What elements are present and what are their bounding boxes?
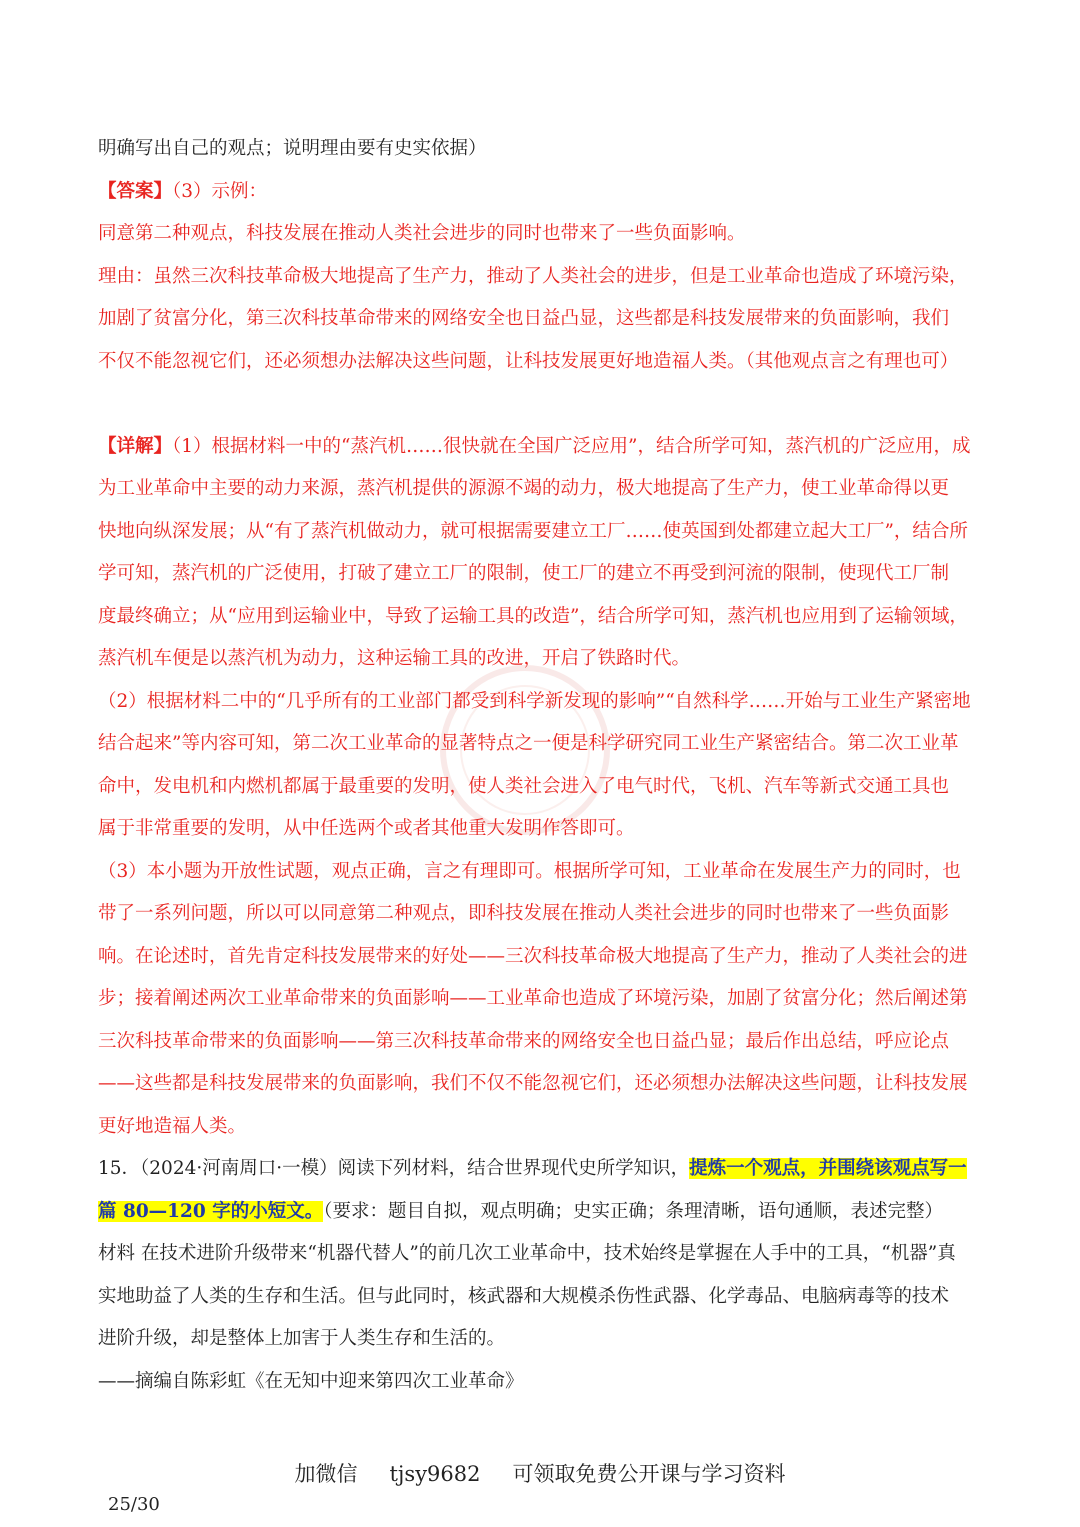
explanation-part3-line-6: ——这些都是科技发展带来的负面影响，我们不仅不能忽视它们，还必须想办法解决这些问题，让科技发展 [98,1073,968,1094]
material-line-2: 实地助益了人类的生存和生活。但与此同时，核武器和大规模杀伤性武器、化学毒品、电脑病毒等的技术 [98,1285,950,1307]
explanation-part2-line-3: 命中，发电机和内燃机都属于最重要的发明，使人类社会进入了电气时代，飞机、汽车等新式交通工具也 [98,775,950,797]
answer-reason-line-3: 不仅不能忽视它们，还必须想办法解决这些问题，让科技发展更好地造福人类。（其他观点言之有理也可） [98,350,959,372]
question-requirement-tail: 明确写出自己的观点；说明理由要有史实依据） [98,138,487,159]
explanation-part1-line-3: 快地向纵深发展；从“有了蒸汽机做动力，就可根据需要建立工厂……使英国到处都建立起大工厂”，结合所 [98,520,968,542]
material-source: ——摘编自陈彩虹《在无知中迎来第四次工业革命》 [98,1370,524,1392]
question-15-highlight-2: 篇 80—120 字的小短文。 [98,1200,324,1222]
answer-reason-line-2: 加剧了贫富分化，第三次科技革命带来的网络安全也日益凸显，这些都是科技发展带来的负面影响，我们 [98,308,950,329]
explanation-part1-line-4: 学可知，蒸汽机的广泛使用，打破了建立工厂的限制，使工厂的建立不再受到河流的限制，使现代工厂制 [98,563,950,584]
explanation-part2-line-2: 结合起来”等内容可知，第二次工业革命的显著特点之一便是科学研究同工业生产紧密结合。第二次工业革 [98,733,959,754]
material-line-3: 进阶升级，却是整体上加害于人类生存和生活的。 [98,1328,506,1349]
explanation-part3-line-5: 三次科技革命带来的负面影响——第三次科技革命带来的网络安全也日益凸显；最后作出总结，呼应论点 [98,1030,950,1052]
page-number: 25/30 [108,1494,160,1515]
explanation-header [98,426,982,469]
explanation-part1-line-5: 度最终确立；从“应用到运输业中，导致了运输工具的改造”，结合所学可知，蒸汽机也应用到了运输领域， [98,605,968,627]
footer-promo [0,1458,1080,1488]
question-15-highlight-1: 提炼一个观点，并围绕该观点写一 [689,1158,967,1179]
question-15-line-2 [98,1191,982,1234]
answer-example-label: （3）示例： [172,180,268,202]
explanation-part2-line-4: 属于非常重要的发明，从中任选两个或者其他重大发明作答即可。 [98,818,635,839]
question-15-line-1 [98,1148,982,1191]
explanation-part3-line-1: （3）本小题为开放性试题，观点正确，言之有理即可。根据所学可知，工业革命在发展生产力的同时，也 [98,860,961,882]
explanation-part3-line-4: 步；接着阐述两次工业革命带来的负面影响——工业革命也造成了环境污染，加剧了贫富分化；然后阐述第 [98,988,968,1009]
answer-reason-line-1: 理由：虽然三次科技革命极大地提高了生产力，推动了人类社会的进步，但是工业革命也造成了环境污染， [98,265,968,287]
question-15-stem: 15．（2024·河南周口·一模）阅读下列材料，结合世界现代史所学知识， [98,1158,690,1179]
footer-wechat-label: 加微信 [294,1462,358,1486]
footer-wechat-id: tjsy9682 [389,1462,481,1486]
answer-tag: 【答案】 [98,180,173,202]
paragraph-gap [98,383,982,426]
explanation-part1-line-6: 蒸汽机车便是以蒸汽机为动力，这种运输工具的改进，开启了铁路时代。 [98,648,691,669]
explanation-part3-line-3: 响。在论述时，首先肯定科技发展带来的好处——三次科技革命极大地提高了生产力，推动了人类社会的进 [98,945,968,967]
explanation-part1-line-1: （1）根据材料一中的“蒸汽机……很快就在全国广泛应用”，结合所学可知，蒸汽机的广泛应用，成 [172,435,971,457]
explanation-part3-line-7: 更好地造福人类。 [98,1115,247,1137]
material-line-1: 材料 在技术进阶升级带来“机器代替人”的前几次工业革命中，技术始终是掌握在人手中的工具，“机器”真 [98,1243,956,1264]
explanation-part3-line-2: 带了一系列问题，所以可以同意第二种观点，即科技发展在推动人类社会进步的同时也带来了一些负面影 [98,903,950,924]
answer-header [98,171,982,214]
question-15-requirements: （要求：题目自拟，观点明确；史实正确；条理清晰，语句通顺，表述完整） [323,1200,944,1222]
document-body [98,128,982,1403]
explanation-part1-line-2: 为工业革命中主要的动力来源，蒸汽机提供的源源不竭的动力，极大地提高了生产力，使工业革命得以更 [98,478,950,499]
explanation-part2-line-1: （2）根据材料二中的“几乎所有的工业部门都受到科学新发现的影响”“自然科学……开始与工业生产紧密地 [98,690,971,712]
explanation-tag: 【详解】 [98,435,173,457]
footer-offer-text: 可领取免费公开课与学习资料 [512,1462,786,1486]
answer-viewpoint: 同意第二种观点，科技发展在推动人类社会进步的同时也带来了一些负面影响。 [98,223,746,244]
